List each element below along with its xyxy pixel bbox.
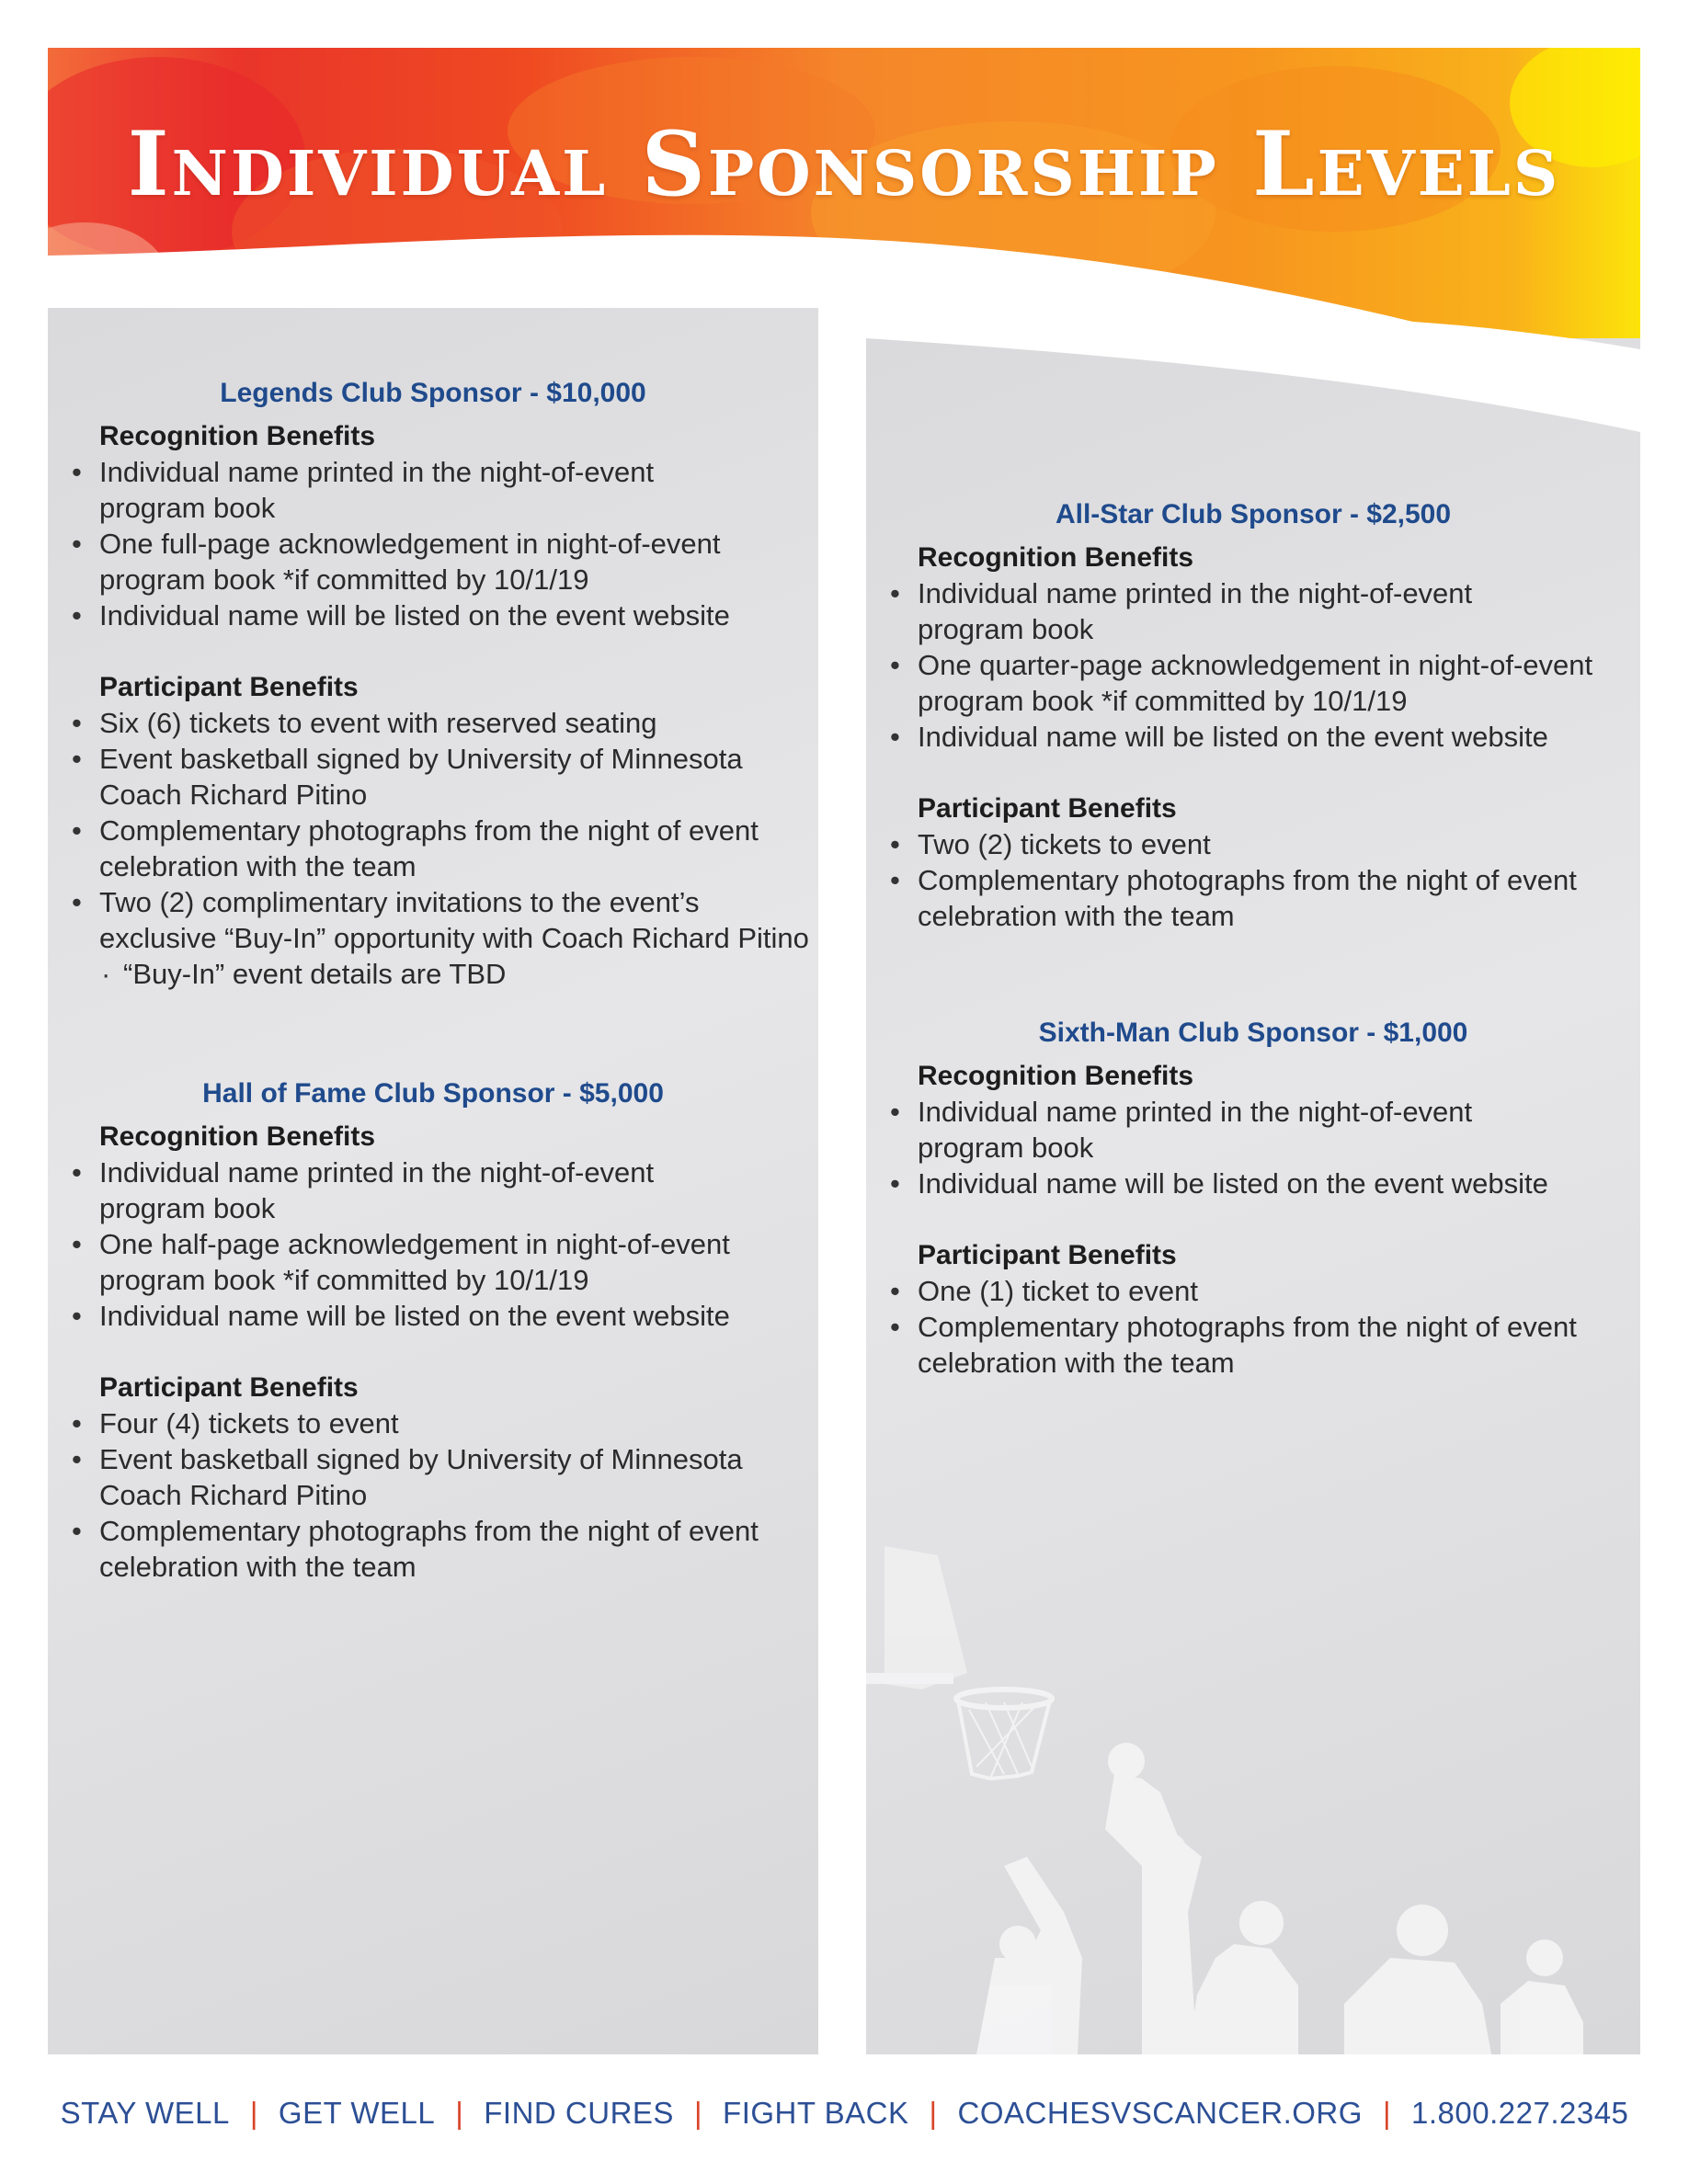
sixth-man-recognition-list: [866, 1094, 1640, 1201]
list-item-continued: program book: [918, 613, 1094, 645]
footer-stay-well: STAY WELL: [60, 2096, 230, 2130]
list-item: • Complementary photographs from the night of event: [866, 862, 1640, 898]
legends-heading: Legends Club Sponsor - $10,000: [220, 378, 646, 408]
all-star-participant-list: [866, 826, 1640, 934]
list-item-continued: Coach Richard Pitino: [99, 1479, 368, 1511]
list-item: • Two (2) tickets to event: [866, 826, 1640, 862]
list-item: • One half-page acknowledgement in night-of-event: [48, 1226, 818, 1262]
all-star-club-block: [866, 496, 1640, 934]
legends-participant-list: [48, 705, 818, 992]
footer-separator: |: [249, 2096, 258, 2130]
legends-recognition-list: [48, 454, 818, 633]
legends-club-block: [48, 375, 818, 992]
list-item-continued: program book: [918, 1132, 1094, 1164]
sub-list-item: · “Buy-In” event details are TBD: [48, 956, 818, 992]
list-item: • Complementary photographs from the night of event: [866, 1309, 1640, 1345]
hall-of-fame-heading: Hall of Fame Club Sponsor - $5,000: [202, 1078, 664, 1109]
list-item: • Complementary photographs from the night of event: [48, 1513, 818, 1549]
list-item: • Individual name will be listed on the event website: [866, 1166, 1640, 1201]
list-item-continued: program book *if committed by 10/1/19: [99, 563, 589, 596]
sixth-man-participant-title: Participant Benefits: [918, 1240, 1177, 1270]
footer-find-cures: FIND CURES: [484, 2096, 674, 2130]
list-item: • Individual name printed in the night-of-event: [866, 1094, 1640, 1130]
footer-separator: |: [693, 2096, 703, 2130]
hall-of-fame-recognition-list: [48, 1155, 818, 1334]
list-item: • Individual name will be listed on the event website: [48, 1298, 818, 1334]
list-item: • One full-page acknowledgement in night-of-event: [48, 526, 818, 562]
list-item-continued: celebration with the team: [99, 850, 417, 882]
list-item: • Individual name printed in the night-of-event: [48, 1155, 818, 1190]
page-title: Individual Sponsorship Levels: [127, 112, 1561, 216]
footer-website-link[interactable]: COACHESVSCANCER.ORG: [957, 2096, 1363, 2130]
footer-separator: |: [1382, 2096, 1392, 2130]
list-item: • Individual name printed in the night-of-event: [866, 575, 1640, 611]
sixth-man-recognition-title: Recognition Benefits: [918, 1061, 1194, 1091]
footer-phone-number[interactable]: 1.800.227.2345: [1411, 2096, 1629, 2130]
sixth-man-club-block: [866, 1015, 1640, 1381]
list-item: • Individual name will be listed on the event website: [866, 719, 1640, 755]
list-item: • Two (2) complimentary invitations to the event’s: [48, 884, 818, 920]
sixth-man-participant-list: [866, 1273, 1640, 1381]
footer-bar: [0, 2096, 1689, 2131]
list-item: • Event basketball signed by University of Minnesota: [48, 741, 818, 777]
list-item-continued: celebration with the team: [918, 900, 1235, 932]
list-item-continued: program book *if committed by 10/1/19: [99, 1264, 589, 1296]
sixth-man-heading: Sixth-Man Club Sponsor - $1,000: [1038, 1018, 1468, 1048]
list-item: • Four (4) tickets to event: [48, 1405, 818, 1441]
list-item: • Event basketball signed by University of Minnesota: [48, 1441, 818, 1477]
all-star-recognition-title: Recognition Benefits: [918, 542, 1194, 573]
footer-get-well: GET WELL: [278, 2096, 436, 2130]
list-item: • Individual name printed in the night-of-event: [48, 454, 818, 490]
list-item-continued: program book: [99, 1192, 276, 1224]
list-item-continued: exclusive “Buy-In” opportunity with Coach Richard Pitino: [99, 922, 809, 954]
all-star-recognition-list: [866, 575, 1640, 755]
list-item-continued: program book: [99, 492, 276, 524]
hall-of-fame-club-block: [48, 1075, 818, 1585]
list-item-continued: Coach Richard Pitino: [99, 779, 368, 811]
hall-of-fame-participant-title: Participant Benefits: [99, 1372, 359, 1403]
list-item-continued: celebration with the team: [918, 1347, 1235, 1379]
list-item: • Individual name will be listed on the event website: [48, 597, 818, 633]
legends-recognition-title: Recognition Benefits: [99, 421, 376, 451]
footer-separator: |: [455, 2096, 464, 2130]
legends-participant-title: Participant Benefits: [99, 672, 359, 702]
list-item: • One quarter-page acknowledgement in night-of-event: [866, 647, 1640, 683]
list-item: • Complementary photographs from the night of event: [48, 813, 818, 848]
list-item-continued: program book *if committed by 10/1/19: [918, 685, 1408, 717]
footer-separator: |: [929, 2096, 938, 2130]
list-item-continued: celebration with the team: [99, 1551, 417, 1583]
hall-of-fame-recognition-title: Recognition Benefits: [99, 1121, 376, 1152]
footer-fight-back: FIGHT BACK: [723, 2096, 909, 2130]
hall-of-fame-participant-list: [48, 1405, 818, 1585]
list-item: • Six (6) tickets to event with reserved seating: [48, 705, 818, 741]
all-star-heading: All-Star Club Sponsor - $2,500: [1055, 499, 1452, 529]
basketball-players-silhouette-icon: [866, 1526, 1640, 2054]
list-item: • One (1) ticket to event: [866, 1273, 1640, 1309]
all-star-participant-title: Participant Benefits: [918, 793, 1177, 824]
